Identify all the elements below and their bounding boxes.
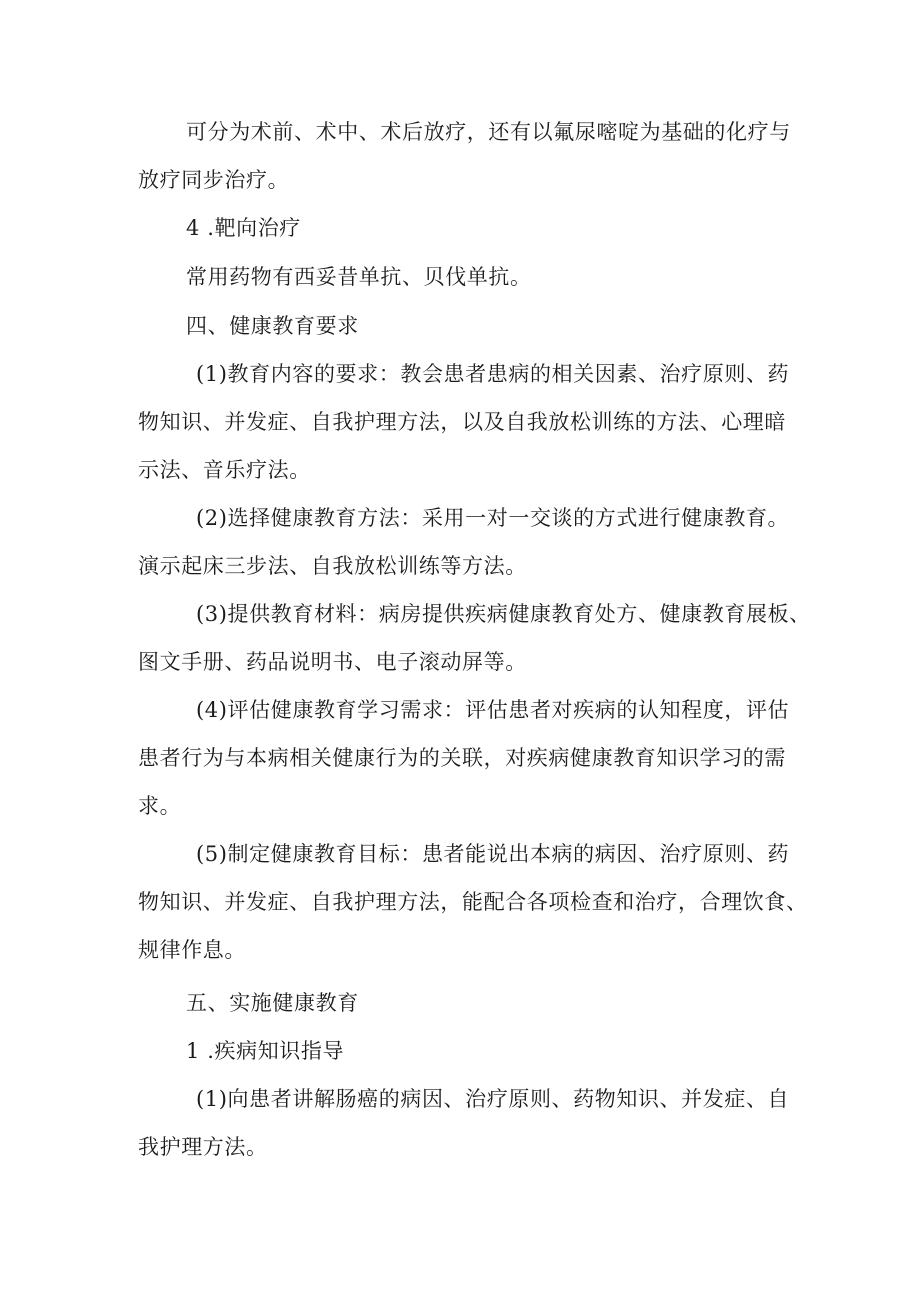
- section-heading-implement-health-education: 五、实施健康教育: [186, 991, 359, 1015]
- paragraph-line: 规律作息。: [138, 938, 246, 962]
- paragraph-line: (5)制定健康教育目标：患者能说出本病的病因、治疗原则、药: [196, 842, 790, 866]
- subheading-disease-knowledge: 1 .疾病知识指导: [186, 1039, 345, 1063]
- paragraph-line: 放疗同步治疗。: [138, 168, 290, 192]
- paragraph-line: 可分为术前、术中、术后放疗，还有以氟尿嘧啶为基础的化疗与: [186, 120, 791, 144]
- paragraph-line: 我护理方法。: [138, 1135, 268, 1159]
- paragraph-line: 物知识、并发症、自我护理方法，能配合各项检查和治疗，合理饮食、: [138, 890, 808, 914]
- paragraph-line: 物知识、并发症、自我护理方法，以及自我放松训练的方法、心理暗: [138, 410, 786, 434]
- paragraph-line: (1)向患者讲解肠癌的病因、治疗原则、药物知识、并发症、自: [196, 1087, 790, 1111]
- section-heading-health-education-requirements: 四、健康教育要求: [186, 314, 359, 338]
- paragraph-line: (4)评估健康教育学习需求：评估患者对疾病的认知程度，评估: [196, 698, 790, 722]
- paragraph-line: 示法、音乐疗法。: [138, 458, 311, 482]
- subheading-targeted-therapy: 4 .靶向治疗: [186, 216, 301, 240]
- paragraph-line: (1)教育内容的要求：教会患者患病的相关因素、治疗原则、药: [196, 362, 790, 386]
- paragraph-line: 演示起床三步法、自我放松训练等方法。: [138, 554, 527, 578]
- paragraph-line: 患者行为与本病相关健康行为的关联，对疾病健康教育知识学习的需: [138, 746, 786, 770]
- paragraph-line: (3)提供教育材料：病房提供疾病健康教育处方、健康教育展板、: [196, 602, 811, 626]
- paragraph-line: 求。: [138, 794, 182, 818]
- paragraph-line: (2)选择健康教育方法：采用一对一交谈的方式进行健康教育。: [196, 506, 790, 530]
- paragraph-line: 常用药物有西妥昔单抗、贝伐单抗。: [186, 265, 532, 289]
- paragraph-line: 图文手册、药品说明书、电子滚动屏等。: [138, 650, 527, 674]
